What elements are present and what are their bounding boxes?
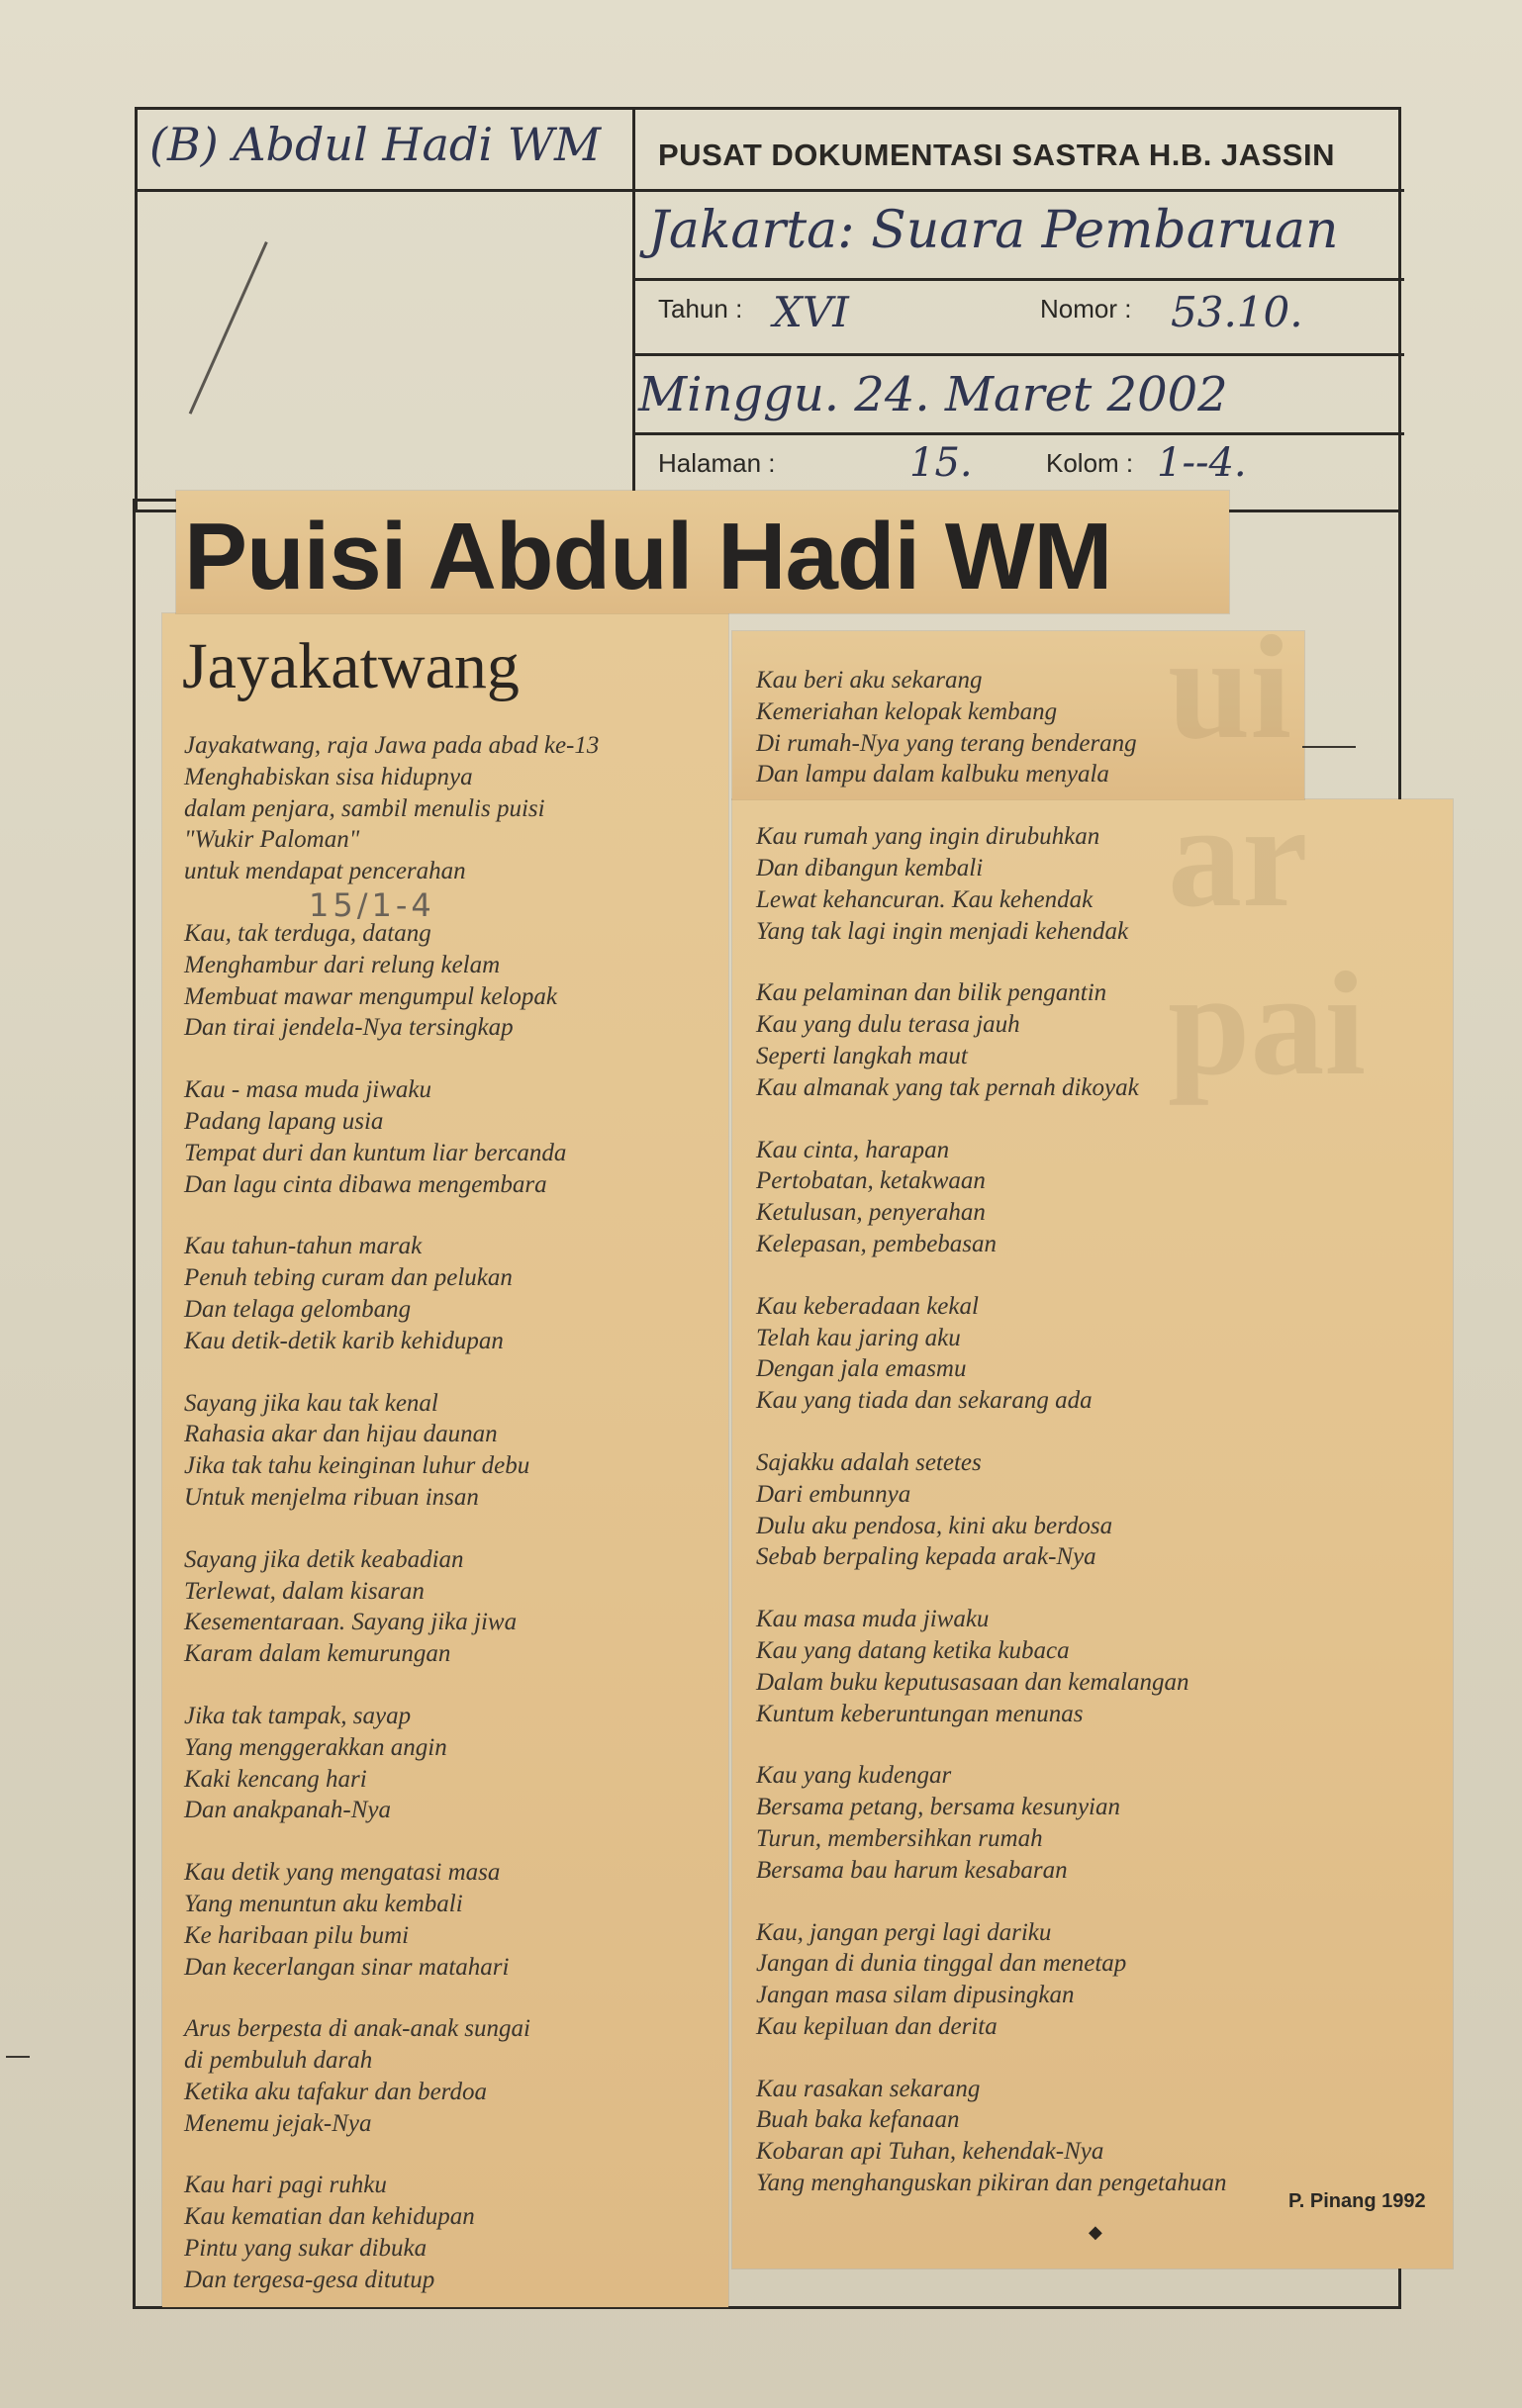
poem-line: Rahasia akar dan hijau daunan (184, 1421, 498, 1448)
form-divider (632, 432, 1404, 435)
stanza (184, 1231, 599, 1356)
poem-line: Jangan masa silam dipusingkan (756, 1982, 1075, 2009)
poem-line: Sayang jika kau tak kenal (184, 1389, 438, 1417)
stanza (184, 2013, 599, 2139)
poem-line: Arus berpesta di anak-anak sungai (184, 2015, 530, 2043)
poem-line: Buah baka kefanaan (756, 2106, 960, 2134)
form-divider (632, 189, 1404, 192)
poem-line: Sajakku adalah setetes (756, 1448, 982, 1476)
poem-line: Dan telaga gelombang (184, 1295, 412, 1323)
poem-line: Sayang jika detik keabadian (184, 1545, 464, 1573)
poem-line: Dan dibangun kembali (756, 854, 984, 881)
poem-line: Dari embunnya (756, 1480, 911, 1508)
poem-line: Ke haribaan pilu bumi (184, 1921, 410, 1949)
poem-line: Yang menuntun aku kembali (184, 1890, 463, 1917)
poem-right-column (756, 665, 1226, 2230)
poem-line: Dulu aku pendosa, kini aku berdosa (756, 1512, 1113, 1539)
form-divider-vertical (632, 110, 635, 509)
poem-line: Tempat duri dan kuntum liar bercanda (184, 1139, 567, 1166)
poem-line: Kau rumah yang ingin dirubuhkan (756, 823, 1100, 851)
stanza (184, 730, 599, 887)
poem-line: Padang lapang usia (184, 1107, 384, 1135)
poem-line: Kau - masa muda jiwaku (184, 1076, 431, 1104)
poem-line: Kau rasakan sekarang (756, 2075, 981, 2102)
poem-line: Kau pelaminan dan bilik pengantin (756, 979, 1107, 1007)
stanza (756, 1917, 1226, 2043)
stanza (756, 665, 1226, 790)
poem-line: Kau yang dulu terasa jauh (756, 1011, 1020, 1039)
poem-line: Kobaran api Tuhan, kehendak-Nya (756, 2138, 1104, 2166)
poem-line: Kau tahun-tahun marak (184, 1233, 423, 1260)
stanza (756, 1447, 1226, 1573)
poem-line: Jayakatwang, raja Jawa pada abad ke-13 (184, 732, 600, 759)
poem-line: Kau beri aku sekarang (756, 667, 983, 694)
poem-line: Kau kematian dan kehidupan (184, 2203, 475, 2231)
stanza (184, 1544, 599, 1670)
margin-note-handwritten: 15/1-4 (309, 886, 435, 924)
stanza (184, 1857, 599, 1983)
poem-line: Dengan jala emasmu (756, 1355, 967, 1383)
poem-line: Seperti langkah maut (756, 1042, 968, 1069)
author-handwritten: (B) Abdul Hadi WM (149, 118, 602, 171)
poem-line: Kau detik yang mengatasi masa (184, 1859, 501, 1887)
poem-line: Telah kau jaring aku (756, 1324, 961, 1351)
poem-line: Turun, membersihkan rumah (756, 1824, 1043, 1852)
poem-left-column (184, 730, 599, 2327)
poem-line: Menemu jejak-Nya (184, 2109, 372, 2137)
stanza (756, 2074, 1226, 2199)
stray-dash (6, 2056, 30, 2058)
poem-line: Kau detik-detik karib kehidupan (184, 1327, 504, 1354)
poem-line: Kau almanak yang tak pernah dikoyak (756, 1073, 1139, 1101)
poem-credit: P. Pinang 1992 (1288, 2190, 1426, 2212)
kolom-label: Kolom : (1046, 448, 1134, 478)
archive-form (135, 107, 1401, 512)
stanza (756, 821, 1226, 947)
poem-line: Ketulusan, penyerahan (756, 1199, 986, 1227)
poem-line: Kau keberadaan kekal (756, 1292, 979, 1320)
poem-line: Ketika aku tafakur dan berdoa (184, 2078, 487, 2105)
poem-line: Kau yang kudengar (756, 1762, 952, 1790)
poem-line: Kesementaraan. Sayang jika jiwa (184, 1609, 518, 1636)
poem-line: Bersama petang, bersama kesunyian (756, 1794, 1120, 1821)
poem-line: di pembuluh darah (184, 2047, 373, 2075)
poem-line: Kau, jangan pergi lagi dariku (756, 1918, 1052, 1946)
poem-line: Karam dalam kemurungan (184, 1640, 451, 1668)
poem-line: Kau masa muda jiwaku (756, 1606, 990, 1633)
stanza (184, 1701, 599, 1826)
tahun-label: Tahun : (658, 294, 743, 324)
stanza (184, 918, 599, 1044)
date-handwritten: Minggu. 24. Maret 2002 (638, 367, 1228, 422)
poem-line: Pintu yang sukar dibuka (184, 2235, 428, 2263)
poem-line: Kelepasan, pembebasan (756, 1230, 998, 1257)
poem-line: Lewat kehancuran. Kau kehendak (756, 885, 1094, 913)
end-mark: ◆ (1089, 2222, 1102, 2242)
stray-line (1302, 746, 1356, 748)
poem-line: Pertobatan, ketakwaan (756, 1167, 986, 1195)
stanza (756, 1291, 1226, 1417)
poem-line: Terlewat, dalam kisaran (184, 1577, 425, 1605)
poem-line: Kaki kencang hari (184, 1765, 367, 1793)
form-divider (138, 189, 632, 192)
halaman-label: Halaman : (658, 448, 776, 478)
poem-line: "Wukir Paloman" (184, 826, 360, 854)
poem-line: Dan anakpanah-Nya (184, 1797, 391, 1824)
halaman-value: 15. (909, 440, 973, 486)
nomor-label: Nomor : (1040, 294, 1132, 324)
tahun-value: XVI (773, 288, 849, 336)
poem-line: Menghambur dari relung kelam (184, 951, 501, 978)
poem-line: Kau cinta, harapan (756, 1136, 950, 1163)
poem-line: Jika tak tahu keinginan luhur debu (184, 1452, 530, 1480)
source-handwritten: Jakarta: Suara Pembaruan (648, 201, 1339, 260)
poem-line: Bersama bau harum kesabaran (756, 1856, 1068, 1884)
poem-line: Dan lagu cinta dibawa mengembara (184, 1170, 547, 1198)
poem-line: Kau yang tiada dan sekarang ada (756, 1387, 1093, 1415)
stanza (184, 1074, 599, 1200)
poem-line: Jangan di dunia tinggal dan menetap (756, 1950, 1127, 1978)
poem-line: Yang menghanguskan pikiran dan pengetahuan (756, 2170, 1227, 2197)
form-divider (632, 353, 1404, 356)
poem-line: Yang tak lagi ingin menjadi kehendak (756, 917, 1129, 945)
stanza (184, 1388, 599, 1514)
clipping-frame-top (133, 499, 177, 502)
poem-title: Jayakatwang (182, 630, 520, 702)
poem-line: Dan kecerlangan sinar matahari (184, 1953, 510, 1981)
poem-line: dalam penjara, sambil menulis puisi (184, 794, 545, 822)
poem-line: Dan tergesa-gesa ditutup (184, 2266, 435, 2293)
poem-line: Kuntum keberuntungan menunas (756, 1700, 1084, 1727)
stanza (756, 1604, 1226, 1729)
poem-line: Kau hari pagi ruhku (184, 2172, 387, 2199)
stanza (756, 1760, 1226, 1886)
poem-line: Dan lampu dalam kalbuku menyala (756, 761, 1109, 788)
poem-line: Kemeriahan kelopak kembang (756, 697, 1058, 725)
poem-line: Kau kepiluan dan derita (756, 2012, 998, 2040)
poem-line: Jika tak tampak, sayap (184, 1702, 412, 1729)
poem-line: Kau yang datang ketika kubaca (756, 1636, 1070, 1664)
poem-line: Penuh tebing curam dan pelukan (184, 1264, 513, 1292)
poem-line: Menghabiskan sisa hidupnya (184, 763, 473, 790)
form-divider (632, 278, 1404, 281)
poem-line: Dan tirai jendela-Nya tersingkap (184, 1014, 514, 1042)
bleed-through-text: ui ar pai (1168, 605, 1367, 1106)
stanza (756, 1135, 1226, 1260)
poem-line: Dalam buku keputusasaan dan kemalangan (756, 1668, 1189, 1696)
stanza (756, 977, 1226, 1103)
poem-line: Sebab berpaling kepada arak-Nya (756, 1543, 1096, 1571)
poem-line: untuk mendapat pencerahan (184, 858, 466, 885)
poem-line: Di rumah-Nya yang terang benderang (756, 729, 1137, 757)
poem-line: Untuk menjelma ribuan insan (184, 1483, 479, 1511)
nomor-value: 53.10. (1171, 288, 1303, 336)
headline: Puisi Abdul Hadi WM (184, 504, 1112, 609)
archive-name: PUSAT DOKUMENTASI SASTRA H.B. JASSIN (658, 138, 1335, 172)
stanza (184, 2170, 599, 2295)
poem-line: Membuat mawar mengumpul kelopak (184, 982, 558, 1010)
poem-line: Yang menggerakkan angin (184, 1733, 447, 1761)
poem-line: Kau, tak terduga, datang (184, 919, 431, 947)
kolom-value: 1--4. (1157, 440, 1247, 486)
